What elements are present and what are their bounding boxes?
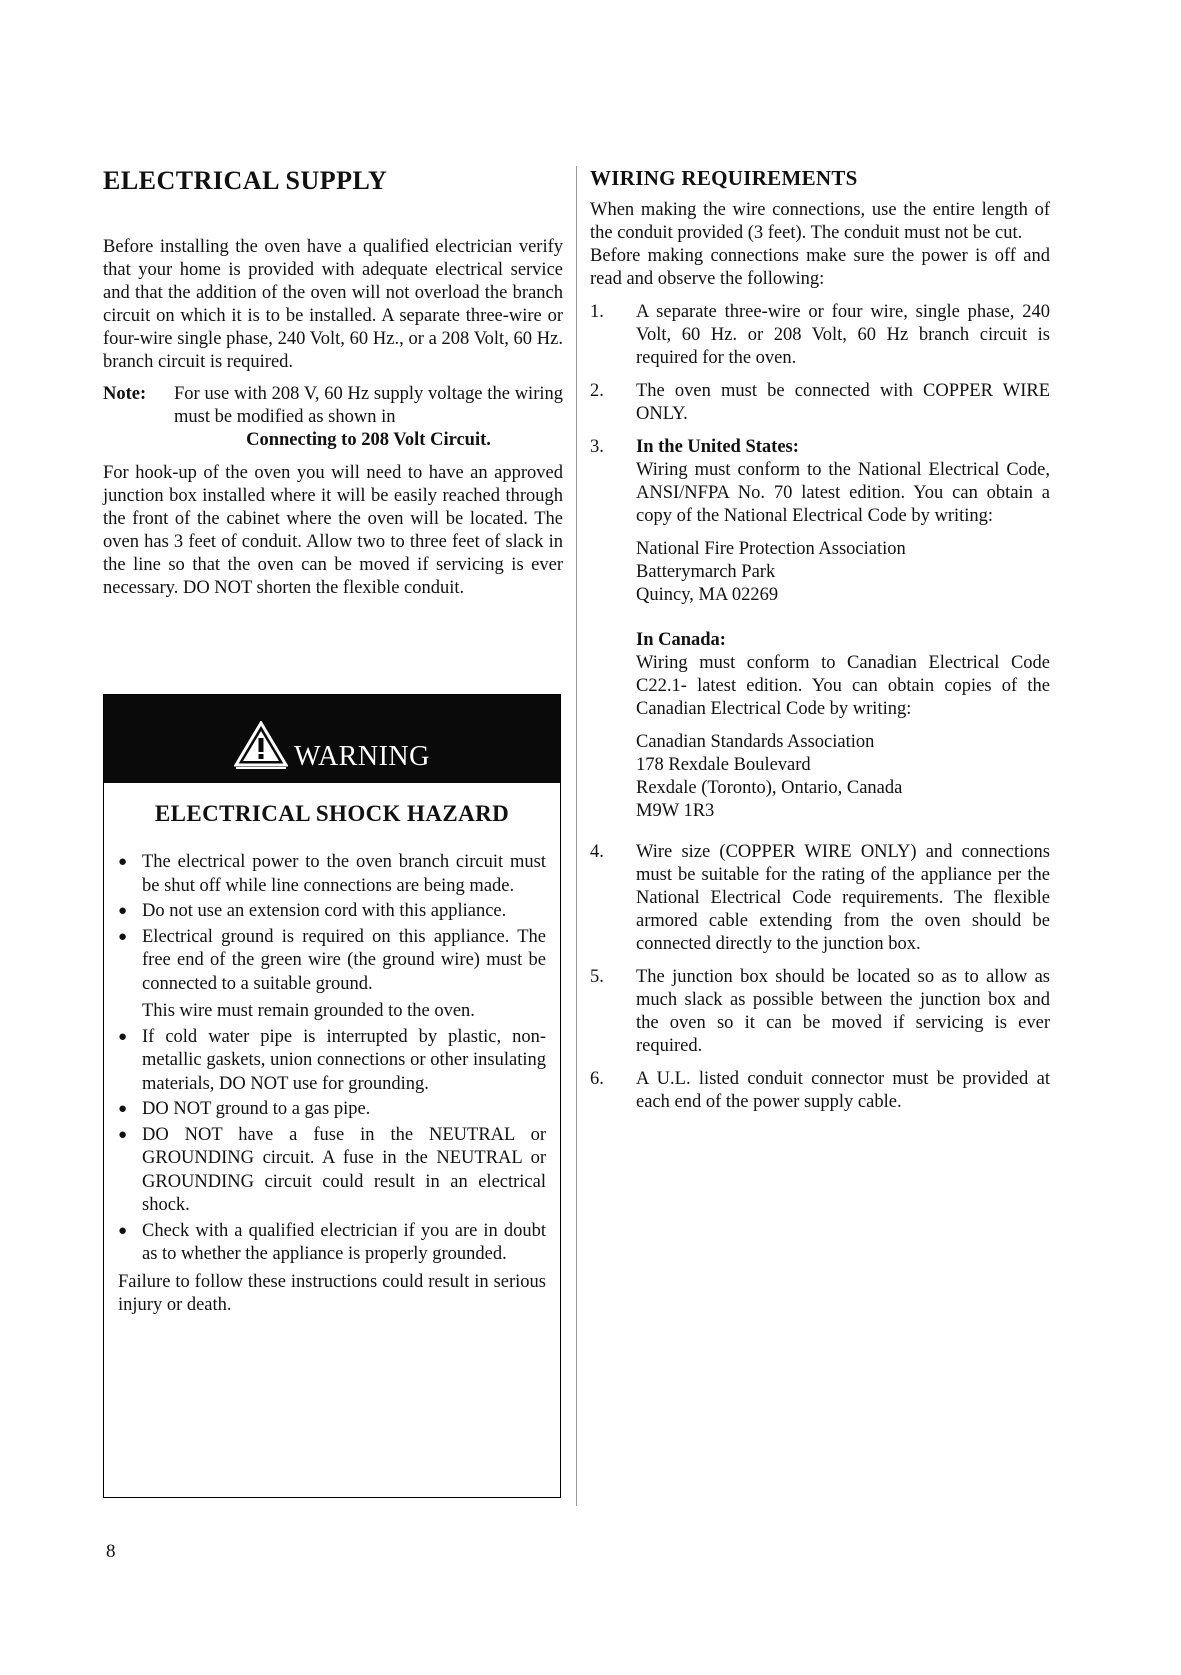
column-divider	[576, 166, 577, 1506]
address-line: Batterymarch Park	[636, 562, 776, 582]
list-item	[118, 1026, 546, 1097]
wiring-paragraph-2: Before making connections make sure the power is off and read and observe the following:	[590, 246, 1050, 289]
note-text-block	[174, 383, 563, 452]
canada-block	[636, 629, 1050, 823]
list-item	[590, 301, 1050, 370]
bullet-icon: ●	[118, 1126, 128, 1143]
warning-item-subtext: This wire must remain grounded to the oven.	[142, 1001, 475, 1021]
list-item	[118, 926, 546, 1024]
list-item	[590, 841, 1050, 956]
note-reference: Connecting to 208 Volt Circuit.	[246, 430, 491, 450]
item-body	[636, 436, 1050, 823]
item-text: A U.L. listed conduit connector must be provided at each end of the power supply cable.	[636, 1069, 1050, 1112]
list-item	[118, 851, 546, 898]
electrical-supply-paragraph-2: For hook-up of the oven you will need to have an approved junction box installed where it will be easily reached through the front of the cabinet where the oven will be located. The oven has 3 feet of conduit. Allow two to three feet of slack in the line so that the oven can be moved if servicing is ever necessary. DO NOT shorten the flexible conduit.	[103, 463, 563, 598]
list-item	[118, 900, 546, 924]
list-item	[590, 1068, 1050, 1114]
wiring-paragraph-1: When making the wire connections, use the entire length of the conduit provided (3 feet). The conduit must not be cut.	[590, 200, 1050, 243]
address-line: National Fire Protection Association	[636, 539, 906, 559]
address-line: M9W 1R3	[636, 801, 715, 821]
item-number: 2.	[590, 381, 604, 401]
bullet-icon: ●	[118, 1028, 128, 1045]
warning-item-text: Electrical ground is required on this appliance. The free end of the green wire (the ground wire) must be connected to a suitable ground.	[142, 926, 546, 994]
warning-item-text: DO NOT ground to a gas pipe.	[142, 1099, 371, 1119]
bullet-icon: ●	[118, 928, 128, 945]
warning-item-text: If cold water pipe is interrupted by plastic, non-metallic gaskets, union connections or other insulating materials, DO NOT use for grounding.	[142, 1026, 546, 1094]
canada-heading: In Canada:	[636, 630, 726, 650]
warning-item-text: Check with a qualified electrician if you are in doubt as to whether the appliance is properly grounded.	[142, 1220, 546, 1264]
address-line: Canadian Standards Association	[636, 732, 875, 752]
bullet-icon: ●	[118, 1222, 128, 1239]
item-text: The oven must be connected with COPPER WIRE ONLY.	[636, 381, 1050, 424]
warning-item-text: The electrical power to the oven branch circuit must be shut off while line connections are being made.	[142, 852, 546, 896]
electrical-supply-section	[103, 166, 563, 600]
warning-label: WARNING	[294, 741, 430, 772]
item-text: A separate three-wire or four wire, single phase, 240 Volt, 60 Hz. or 208 Volt, 60 Hz branch circuit is required for the oven.	[636, 302, 1050, 368]
item-text: The junction box should be located so as to allow as much slack as possible between the junction box and the oven so it can be moved if servicing is ever required.	[636, 967, 1050, 1056]
bullet-icon: ●	[118, 854, 128, 870]
list-item	[590, 966, 1050, 1058]
bullet-icon: ●	[118, 903, 128, 919]
warning-failure-text: Failure to follow these instructions could result in serious injury or death.	[118, 1271, 546, 1315]
wiring-requirements-section	[590, 166, 1050, 1124]
warning-item-text: Do not use an extension cord with this appliance.	[142, 901, 507, 921]
item-number: 3.	[590, 437, 604, 457]
list-item	[118, 1098, 546, 1122]
list-item	[590, 380, 1050, 426]
us-text: Wiring must conform to the National Electrical Code, ANSI/NFPA No. 70 latest edition. You can obtain a copy of the National Electrical Code by writing:	[636, 460, 1050, 526]
electrical-supply-title: ELECTRICAL SUPPLY	[103, 166, 388, 195]
address-line: 178 Rexdale Boulevard	[636, 755, 811, 775]
item-text: Wire size (COPPER WIRE ONLY) and connections must be suitable for the rating of the appliance per the National Electrical Code requirements. The flexible armored cable extending from the oven should be connected directly to the junction box.	[636, 842, 1050, 954]
address-line: Rexdale (Toronto), Ontario, Canada	[636, 778, 903, 798]
hazard-title: ELECTRICAL SHOCK HAZARD	[154, 801, 510, 826]
canada-address	[636, 731, 1050, 823]
warning-triangle-icon	[234, 721, 288, 769]
bullet-icon: ●	[118, 1101, 128, 1117]
canada-text: Wiring must conform to Canadian Electrical Code C22.1- latest edition. You can obtain copies of the Canadian Electrical Code by writing:	[636, 653, 1050, 719]
wiring-requirements-title: WIRING REQUIREMENTS	[590, 166, 858, 190]
warning-list	[104, 851, 560, 1267]
list-item	[118, 1124, 546, 1218]
warning-item-text: DO NOT have a fuse in the NEUTRAL or GROUNDING circuit. A fuse in the NEUTRAL or GROUNDING circuit could result in an electrical shock.	[142, 1124, 546, 1215]
warning-box	[103, 694, 561, 1498]
page-number: 8	[106, 1541, 116, 1562]
warning-banner	[104, 695, 560, 783]
note-block	[103, 383, 563, 452]
us-heading: In the United States:	[636, 437, 799, 457]
item-number: 5.	[590, 967, 604, 987]
list-item	[118, 1220, 546, 1267]
item-number: 4.	[590, 842, 604, 862]
us-address	[636, 538, 1050, 607]
note-label: Note:	[103, 384, 147, 404]
wiring-list	[590, 301, 1050, 1114]
item-number: 6.	[590, 1069, 604, 1089]
electrical-supply-paragraph-1: Before installing the oven have a qualified electrician verify that your home is provided with adequate electrical service and that the addition of the oven will not overload the branch circuit on which it is to be installed. A separate three-wire or four-wire single phase, 240 Volt, 60 Hz., or a 208 Volt, 60 Hz. branch circuit is required.	[103, 237, 563, 372]
note-text: For use with 208 V, 60 Hz supply voltage the wiring must be modified as shown in	[174, 384, 563, 427]
address-line: Quincy, MA 02269	[636, 585, 779, 605]
list-item	[590, 436, 1050, 823]
item-number: 1.	[590, 302, 604, 322]
